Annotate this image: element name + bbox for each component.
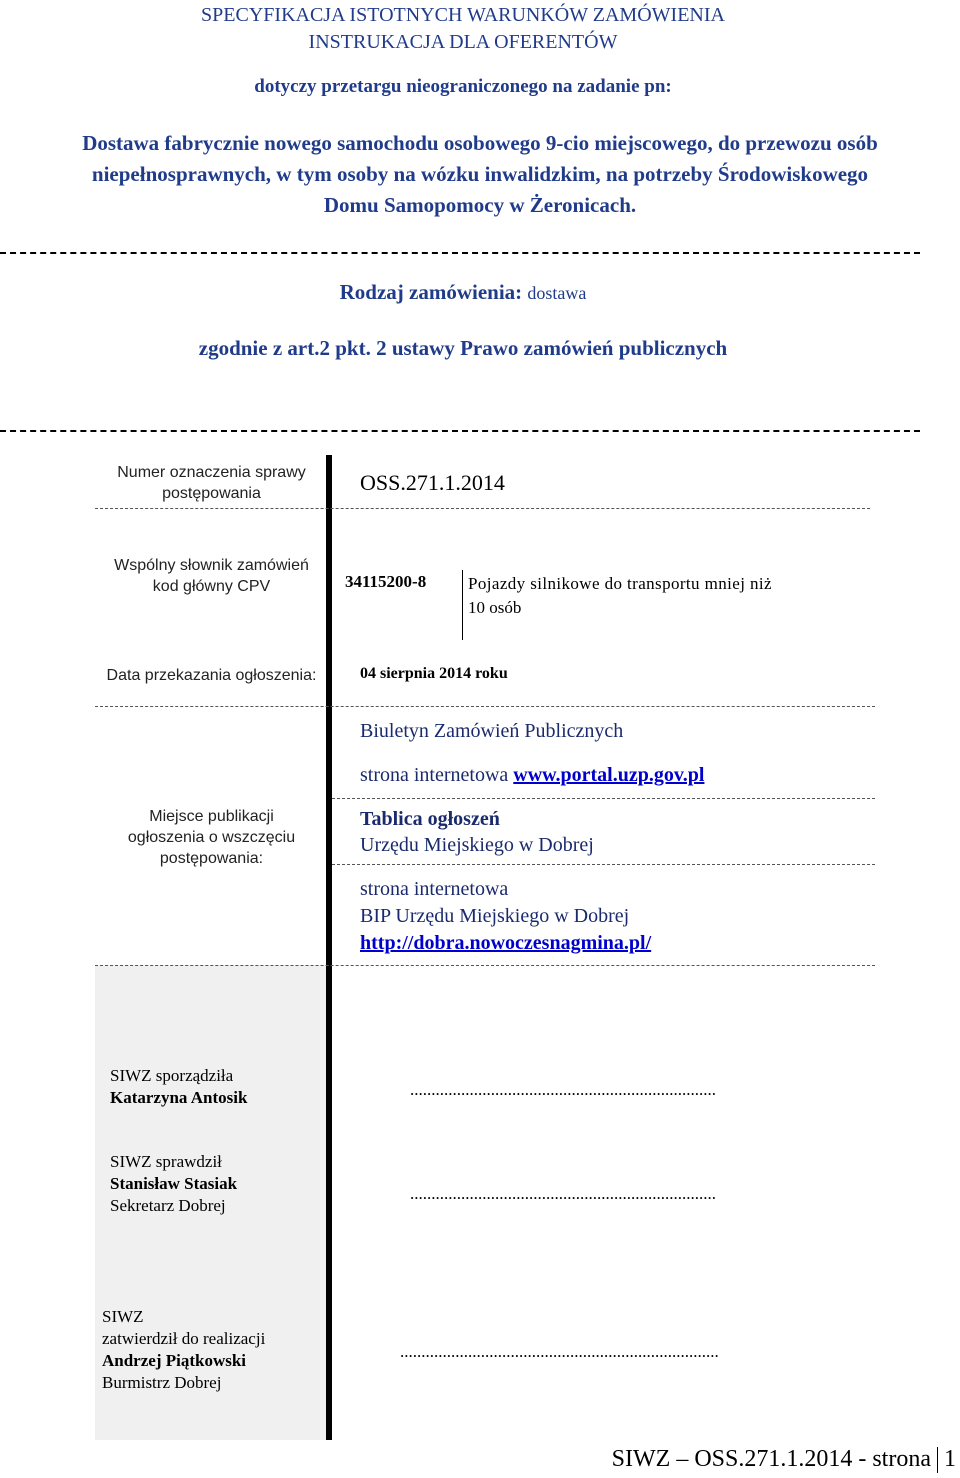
tender-subject-line3: Domu Samopomocy w Żeronicach.: [323, 193, 637, 217]
signature-block-checked: [110, 1151, 237, 1217]
legal-basis: zgodnie z art.2 pkt. 2 ustawy Prawo zamówień publicznych: [198, 336, 728, 360]
signature-prepared-role-line: SIWZ sporządziła: [110, 1066, 234, 1085]
bip-line2: BIP Urzędu Miejskiego w Dobrej: [360, 905, 630, 927]
cpv-label-line2: kod główny CPV: [152, 578, 271, 595]
announcement-date-value: 04 sierpnia 2014 roku: [360, 665, 508, 682]
tender-subject: [0, 128, 960, 221]
cpv-label-line1: Wspólny słownik zamówień: [114, 557, 309, 574]
publication-label-line3: postępowania:: [159, 850, 264, 867]
order-kind-label: Rodzaj zamówienia:: [339, 280, 523, 304]
signature-checked-name: Stanisław Stasiak: [110, 1174, 238, 1193]
bzp-prefix: strona internetowa: [360, 764, 514, 786]
signature-approved-title: Burmistrz Dobrej: [102, 1373, 222, 1392]
signature-block-approved: [102, 1306, 265, 1394]
bip-link[interactable]: http://dobra.nowoczesnagmina.pl/: [360, 932, 652, 954]
signature-approved-name: Andrzej Piątkowski: [102, 1351, 247, 1370]
footer-text: SIWZ – OSS.271.1.2014 - strona: [611, 1446, 931, 1472]
divider-date: [95, 706, 875, 707]
order-kind-value: dostawa: [527, 283, 587, 303]
cpv-label: [95, 555, 328, 597]
divider-top: [0, 252, 920, 254]
bzp-line: [360, 762, 704, 789]
case-number-label-line1: Numer oznaczenia sprawy: [117, 464, 306, 481]
footer-page-number: 1: [944, 1446, 956, 1472]
divider-publication: [95, 965, 875, 966]
signature-prepared-dots: ........................................................................: [410, 1080, 716, 1099]
tender-subject-line1: Dostawa fabrycznie nowego samochodu osobowego 9-cio miejscowego, do przewozu osób: [82, 131, 878, 155]
signature-approved-dots: ...........................................................................: [400, 1342, 719, 1361]
case-number-label-line2: postępowania: [162, 485, 261, 502]
signature-checked-title: Sekretarz Dobrej: [110, 1196, 226, 1215]
cpv-description-line1: Pojazdy silnikowe do transportu mniej niż: [468, 574, 772, 593]
case-number-value: OSS.271.1.2014: [360, 470, 505, 495]
signature-prepared-name: Katarzyna Antosik: [110, 1088, 248, 1107]
cpv-bracket: [462, 570, 463, 640]
cpv-code: 34115200-8: [345, 572, 427, 591]
board-title: Tablica ogłoszeń: [360, 808, 500, 830]
tender-subject-line2: niepełnosprawnych, w tym osoby na wózku inwalidzkim, na potrzeby Środowiskowego: [91, 162, 869, 186]
board-subtitle: Urzędu Miejskiego w Dobrej: [360, 834, 594, 856]
publication-label: [95, 806, 328, 869]
document-title-line1: SPECYFIKACJA ISTOTNYCH WARUNKÓW ZAMÓWIENIA: [201, 4, 725, 26]
signature-approved-line2: zatwierdził do realizacji: [102, 1329, 266, 1348]
signature-checked-role-line: SIWZ sprawdził: [110, 1152, 222, 1171]
vertical-divider: [326, 455, 332, 1440]
page-footer: [612, 1446, 956, 1473]
bip-line1: strona internetowa: [360, 878, 509, 900]
signature-block-prepared: [110, 1065, 247, 1109]
divider-board: [332, 864, 875, 865]
announcement-date-label: Data przekazania ogłoszenia:: [106, 667, 317, 684]
bzp-title: Biuletyn Zamówień Publicznych: [360, 720, 624, 742]
document-title: [0, 2, 926, 56]
order-kind: [0, 280, 926, 305]
cpv-description: [468, 572, 848, 620]
bip-link-line: [360, 930, 651, 957]
divider-mid: [0, 430, 920, 432]
divider-case: [95, 508, 870, 509]
publication-label-line1: Miejsce publikacji: [149, 808, 274, 825]
publication-label-line2: ogłoszenia o wszczęciu: [127, 829, 296, 846]
document-subtitle: dotyczy przetargu nieograniczonego na zadanie pn:: [254, 76, 672, 97]
signature-approved-line1: SIWZ: [102, 1307, 144, 1326]
divider-bzp: [332, 798, 875, 799]
bzp-link[interactable]: www.portal.uzp.gov.pl: [513, 764, 705, 786]
document-title-line2: INSTRUKACJA DLA OFERENTÓW: [308, 31, 618, 53]
footer-separator: [937, 1447, 938, 1473]
signature-checked-dots: ........................................................................: [410, 1184, 716, 1203]
case-number-label: [95, 462, 328, 504]
cpv-description-line2: 10 osób: [468, 598, 522, 617]
